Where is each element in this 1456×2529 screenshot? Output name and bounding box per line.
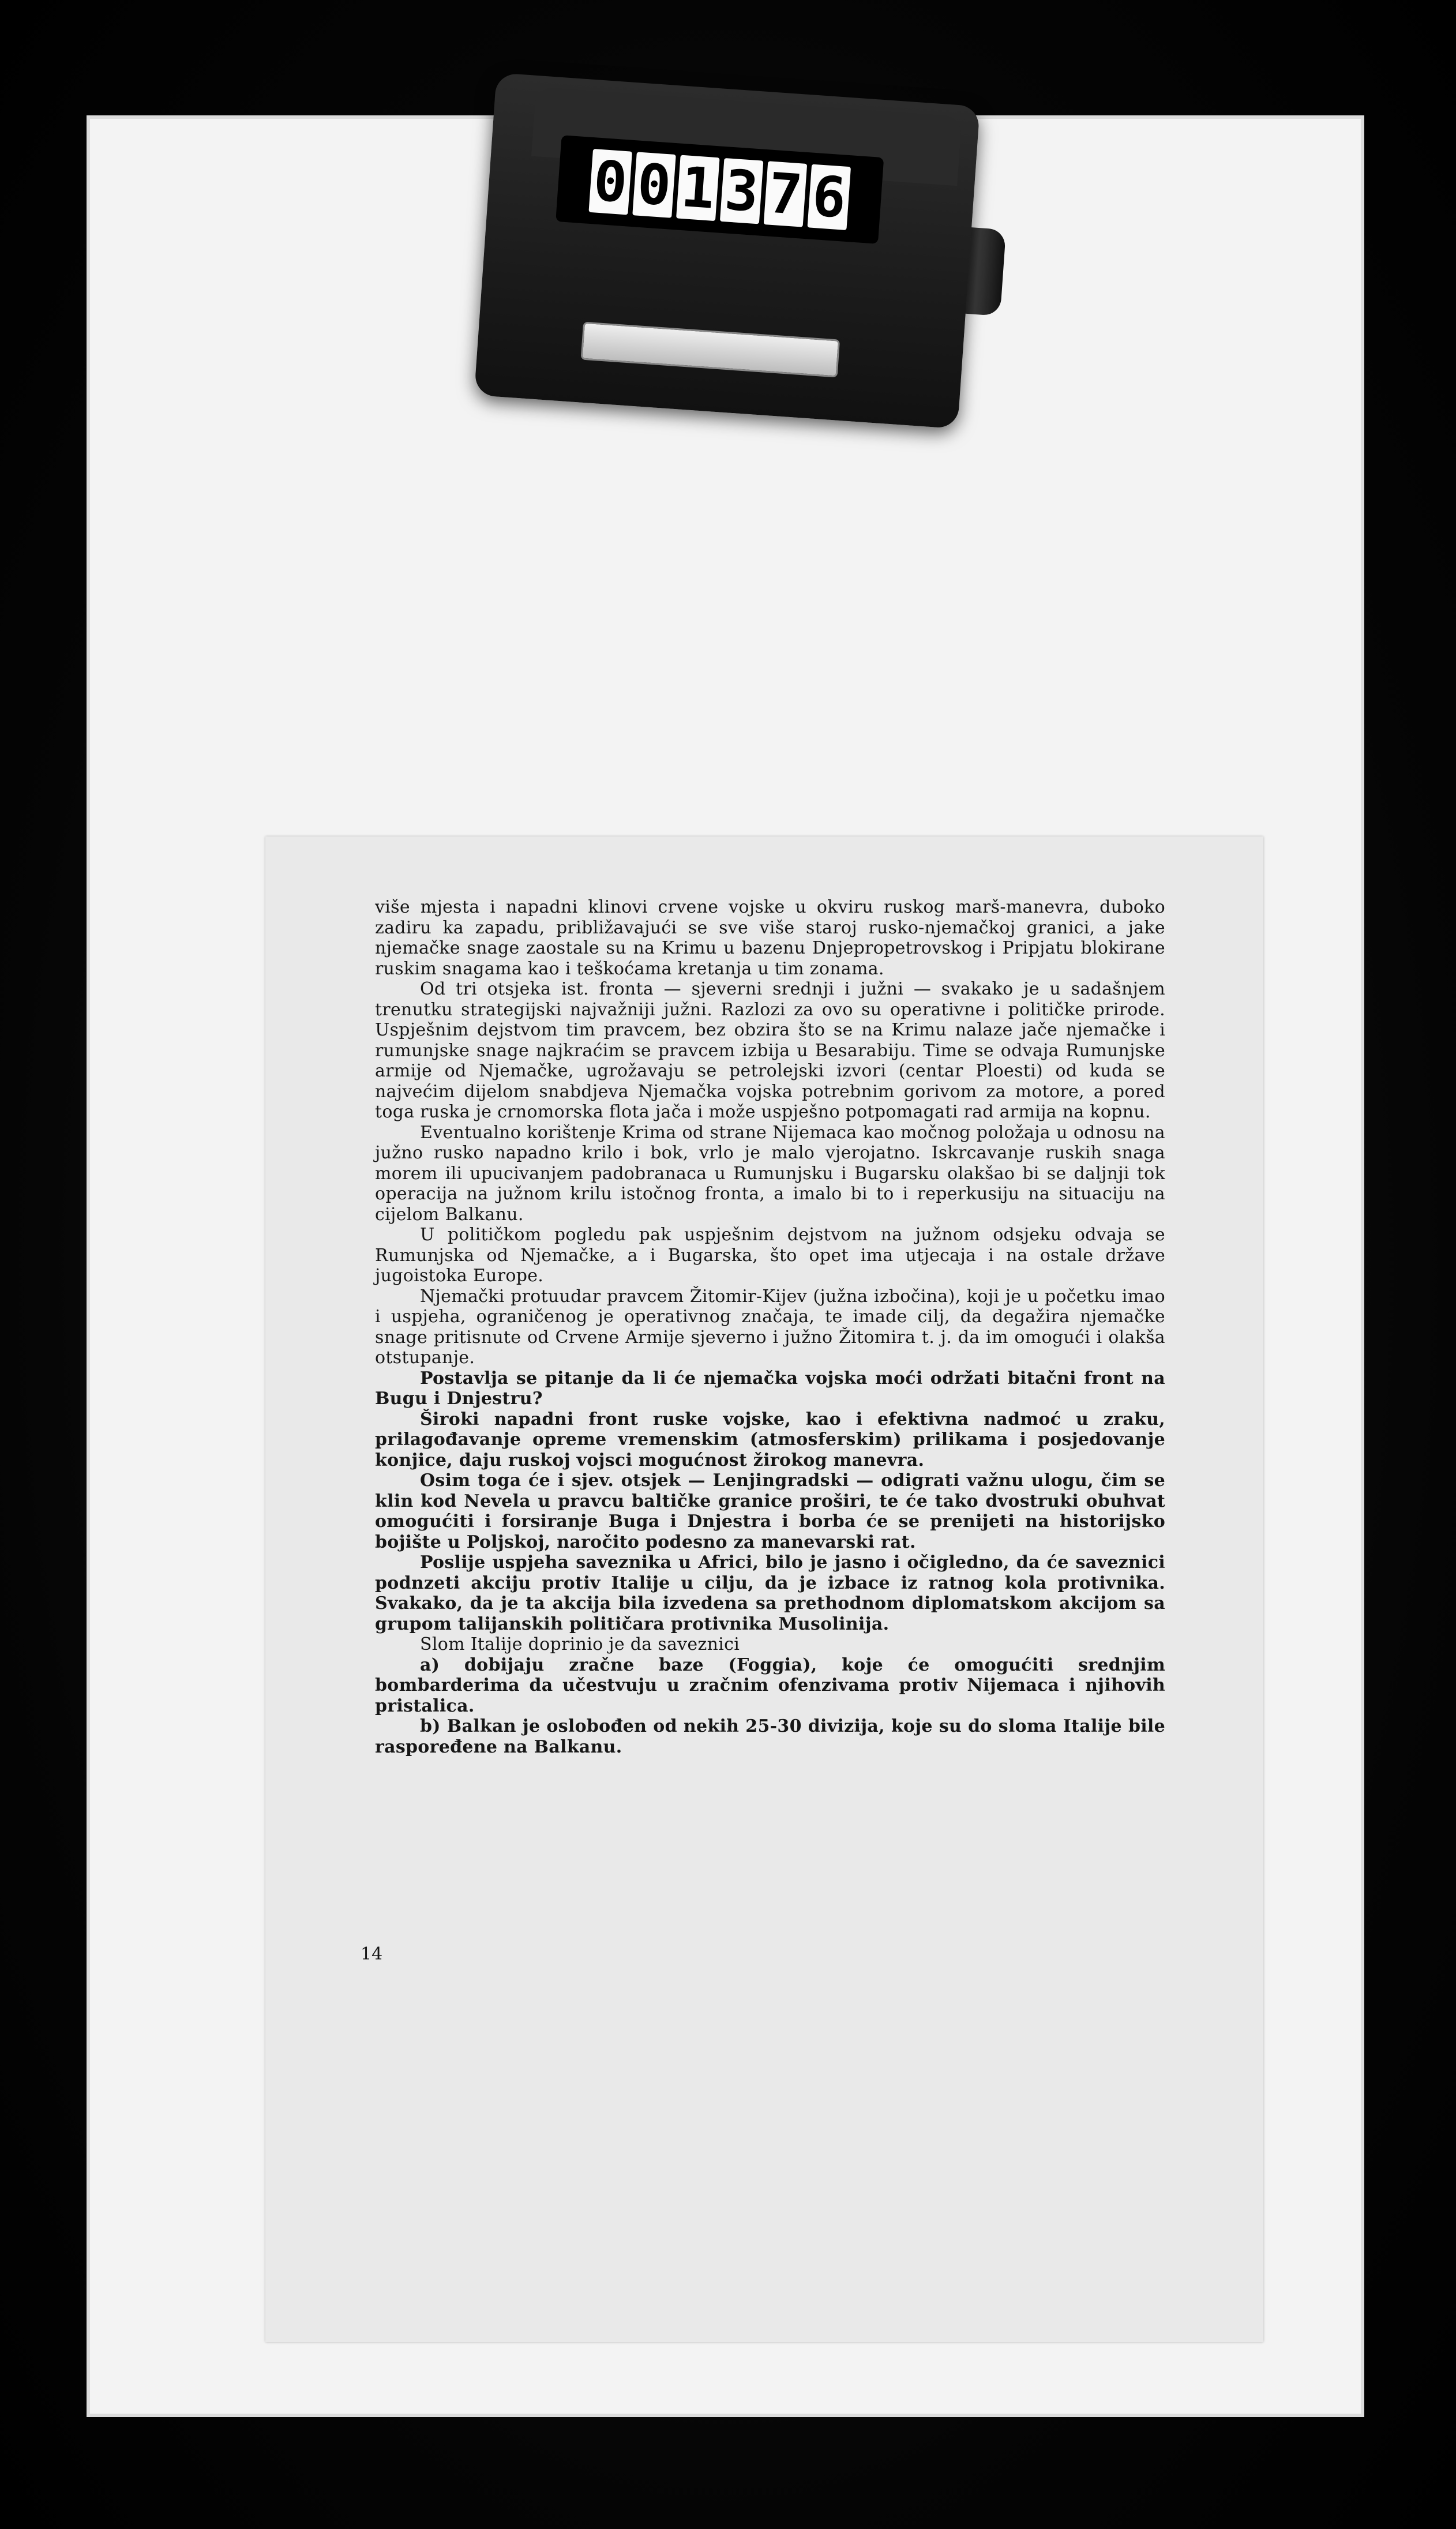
frame-counter <box>449 48 1010 459</box>
page-body <box>375 897 1165 1757</box>
counter-digit: 3 <box>720 158 764 224</box>
paragraph: Eventualno korištenje Krima od strane Nijemaca kao močnog položaja u odnosu na južno rusko napadno krilo i bok, vrlo je malo vjerojatno. Iskrcavanje ruskih snaga morem ili upucivanjem padobranaca u Rumunjsku i Bugarsku olakšao bi se daljnji tok operacija na južnom krilu istočnog fronta, a imalo bi to i reperkusiju na situaciju na cijelom Balkanu. <box>375 1122 1165 1225</box>
counter-digit: 7 <box>764 161 808 227</box>
counter-digit: 0 <box>588 149 632 215</box>
paragraph: b) Balkan je oslobođen od nekih 25-30 divizija, koje su do sloma Italije bile raspoređene na Balkanu. <box>375 1716 1165 1757</box>
paragraph: Postavlja se pitanje da li će njemačka vojska moći održati bitačni front na Bugu i Dnjestru? <box>375 1368 1165 1409</box>
counter-digit: 1 <box>676 155 720 221</box>
document-page <box>265 836 1263 2342</box>
paragraph: Od tri otsjeka ist. fronta — sjeverni srednji i južni — svakako je u sadašnjem trenutku strategijski najvažniji južni. Razlozi za ovo su operativne i političke prirode. Uspješnim dejstvom tim pravcem, bez obzira što se na Krimu nalaze jače njemačke i rumunjske snage najkraćim se pravcem izbija u Besarabiju. Time se odvaja Rumunjske armije od Njemačke, ugrožavaju se petrolejski izvori (centar Ploesti) od kuda se najvećim dijelom snabdjeva Njemačka vojska potrebnim gorivom za motore, a pored toga ruska je crnomorska flota jača i može uspješno potpomagati rad armija na kopnu. <box>375 979 1165 1122</box>
paragraph: Slom Italije doprinio je da saveznici <box>420 1634 740 1654</box>
paragraph: više mjesta i napadni klinovi crvene vojske u okviru ruskog marš-manevra, duboko zadiru ka zapadu, približavajući se sve više staroj rusko-njemačkoj granici, a jake njemačke snage zaostale su na Krimu u bazenu Dnjepropetrovskog i Pripjatu blokirane ruskim snagama kao i teškoćama kretanja u tim zonama. <box>375 897 1165 979</box>
page-number: 14 <box>361 1944 383 1964</box>
paragraph: U političkom pogledu pak uspješnim dejstvom na južnom odsjeku odvaja se Rumunjska od Njemačke, a i Bugarska, što opet ima utjecaja i na ostale države jugoistoka Europe. <box>375 1225 1165 1286</box>
paragraph: Njemački protuudar pravcem Žitomir-Kijev (južna izbočina), koji je u početku imao i uspjeha, ograničenog je operativnog značaja, te imade cilj, da degažira njemačke snage pritisnute od Crvene Armije sjeverno i južno Žitomira t. j. da im omogući i olakša otstupanje. <box>375 1286 1165 1368</box>
paragraph: Poslije uspjeha saveznika u Africi, bilo je jasno i očigledno, da će saveznici podnzeti akciju protiv Italije u cilju, da je izbace iz ratnog kola protivnika. Svakako, da je ta akcija bila izvedena sa prethodnom diplomatskom akcijom sa grupom talijanskih političara protivnika Musolinija. <box>375 1552 1165 1634</box>
paragraph: Široki napadni front ruske vojske, kao i efektivna nadmoć u zraku, prilagođavanje opreme vremenskim (atmosferskim) prilikama i posjedovanje konjice, daju ruskoj vojsci mogućnost žirokog manevra. <box>375 1409 1165 1470</box>
counter-digit: 6 <box>808 164 851 230</box>
paragraph: Osim toga će i sjev. otsjek — Lenjingradski — odigrati važnu ulogu, čim se klin kod Nevela u pravcu baltičke granice proširi, te će tako dvostruki obuhvat omogućiti i forsiranje Buga i Dnjestra i borba će se prenijeti na historijsko bojište u Poljskoj, naročito podesno za manevarski rat. <box>375 1470 1165 1552</box>
paragraph: a) dobijaju zračne baze (Foggia), koje će omogućiti srednjim bombarderima da učestvuju u zračnim ofenzivama protiv Nijemaca i njihovih pristalica. <box>375 1654 1165 1716</box>
counter-body <box>474 73 980 429</box>
counter-digit: 0 <box>632 152 676 217</box>
